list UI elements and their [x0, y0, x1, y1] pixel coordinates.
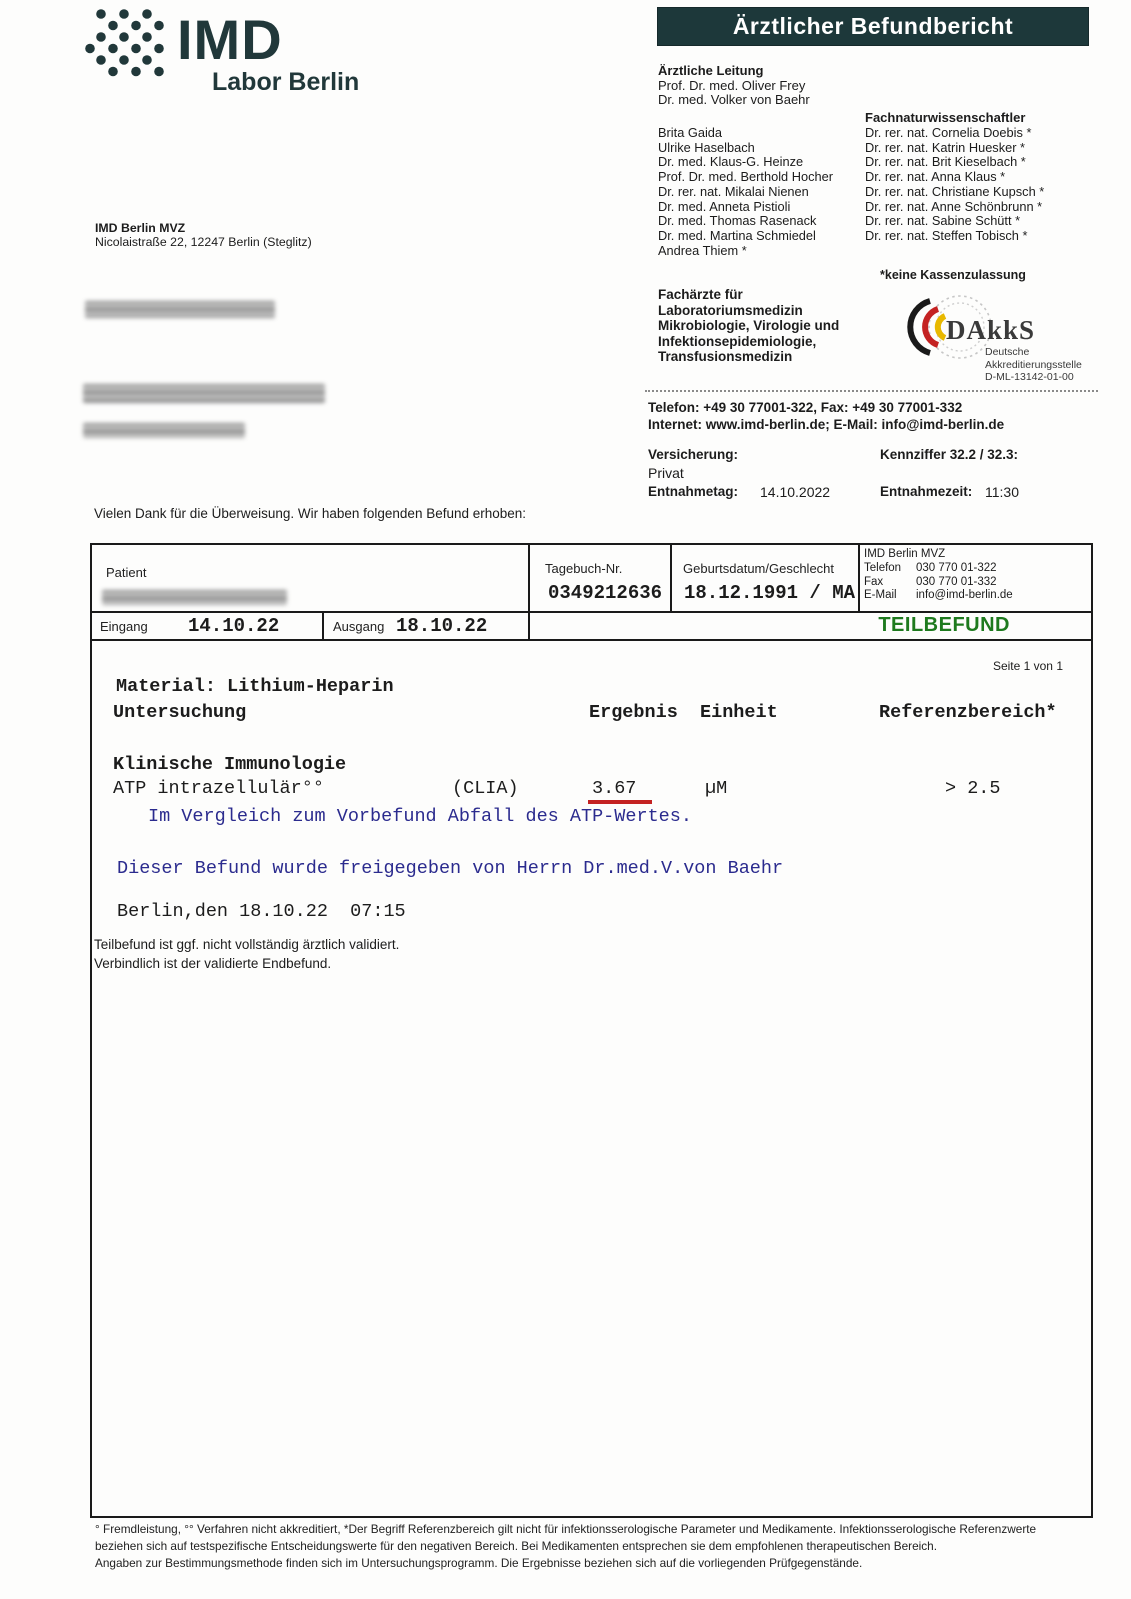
- list-item: Dr. rer. nat. Anne Schönbrunn *: [865, 198, 1043, 214]
- page-number: Seite 1 von 1: [992, 659, 1063, 673]
- leadership-name: Prof. Dr. med. Oliver Frey: [658, 77, 806, 93]
- sampling-day-label: Entnahmetag:: [648, 484, 739, 499]
- list-item: Dr. med. Martina Schmiedel: [658, 227, 816, 243]
- redacted-recipient-line: [83, 384, 325, 403]
- list-item: Dr. med. Thomas Rasenack: [658, 213, 817, 229]
- list-item: D-ML-13142-01-00: [985, 371, 1074, 383]
- material-line: Material: Lithium-Heparin: [116, 676, 394, 697]
- redacted-recipient-line: [83, 423, 245, 438]
- patient-label: Patient: [106, 565, 147, 580]
- list-item: Dr. rer. nat. Brit Kieselbach *: [865, 154, 1026, 170]
- list-item: Fachärzte für: [658, 287, 743, 302]
- list-item: Dr. med. Klaus-G. Heinze: [658, 154, 804, 170]
- dakks-logo: [900, 293, 1100, 383]
- dakks-wordmark: DAkkS: [946, 315, 1036, 345]
- insurance-value: Privat: [648, 465, 684, 481]
- list-item: Dr. rer. nat. Anna Klaus *: [865, 169, 1006, 185]
- diary-number-label: Tagebuch-Nr.: [545, 561, 623, 576]
- list-item: Dr. rer. nat. Mikalai Nienen: [658, 183, 809, 199]
- analyte-reference: > 2.5: [945, 778, 1001, 799]
- leadership-name: Dr. med. Volker von Baehr: [658, 92, 810, 107]
- imd-dots-logo-icon: [82, 6, 172, 86]
- list-item: Akkreditierungsstelle: [985, 358, 1082, 371]
- lab-phone-value: 030 770 01-322: [916, 561, 997, 574]
- result-comment: Im Vergleich zum Vorbefund Abfall des ATP-Wertes.: [148, 806, 692, 827]
- analyte-unit: µM: [705, 778, 728, 799]
- footnote-block: [95, 1521, 1095, 1572]
- table-vline: [858, 543, 860, 613]
- report-banner-title: Ärztlicher Befundbericht: [732, 13, 1014, 39]
- table-vline: [528, 543, 530, 641]
- column-ergebnis: Ergebnis: [589, 702, 678, 723]
- list-item: Dr. med. Anneta Pistioli: [658, 198, 791, 214]
- logo-subtitle: Labor Berlin: [212, 68, 360, 96]
- sender-name: IMD Berlin MVZ: [95, 221, 186, 235]
- lab-email-label: E-Mail: [864, 589, 897, 602]
- staff-list-left: [658, 126, 833, 258]
- table-hline: [90, 611, 1091, 613]
- diary-number-value: 0349212636: [548, 582, 663, 604]
- list-item: beziehen sich auf testspezifische Entscheidungswerte für den negativen Bereich. Bei Medikamenten entsprechen sie dem empfohlenen therapeutischen Bereich.: [95, 1539, 938, 1553]
- specialties-block: [658, 287, 839, 365]
- result-highlight-underline: [588, 800, 652, 804]
- leadership-block: [658, 64, 810, 108]
- column-untersuchung: Untersuchung: [113, 702, 247, 723]
- place-date-line: Berlin,den 18.10.22 07:15: [117, 901, 406, 922]
- list-item: Ulrike Haselbach: [658, 139, 755, 155]
- dakks-caption: [985, 346, 1082, 384]
- lab-phone-label: Telefon: [864, 561, 902, 574]
- redacted-recipient-line: [85, 301, 275, 318]
- column-referenzbereich: Referenzbereich*: [879, 702, 1057, 723]
- report-banner: [658, 8, 1088, 45]
- list-item: Dr. rer. nat. Christiane Kupsch *: [865, 183, 1045, 199]
- birthdate-gender-label: Geburtsdatum/Geschlecht: [683, 561, 835, 576]
- list-item: Infektionsepidemiologie,: [658, 333, 817, 349]
- in-date-label: Eingang: [100, 619, 148, 634]
- insurance-label: Versicherung:: [648, 447, 739, 462]
- dotted-divider: [645, 390, 1098, 392]
- list-item: Brita Gaida: [658, 125, 723, 140]
- list-item: Dr. rer. nat. Sabine Schütt *: [865, 213, 1021, 229]
- list-item: Prof. Dr. med. Berthold Hocher: [658, 169, 833, 185]
- lab-contact-cell: [864, 548, 1013, 603]
- lab-email-value: info@imd-berlin.de: [916, 589, 1013, 602]
- logo-title: IMD: [177, 8, 283, 71]
- redacted-patient-name: [102, 590, 287, 605]
- list-item: Mikrobiologie, Virologie und: [658, 318, 840, 333]
- web-mail-line: Internet: www.imd-berlin.de; E-Mail: info@imd-berlin.de: [648, 417, 1005, 432]
- staff-list-right: [865, 126, 1044, 244]
- validation-note: Teilbefund ist ggf. nicht vollständig ärztlich validiert.: [94, 937, 400, 952]
- staff-right-heading: Fachnaturwissenschaftler: [865, 110, 1026, 125]
- sampling-day-value: 14.10.2022: [760, 484, 831, 500]
- status-badge: TEILBEFUND: [878, 614, 1010, 636]
- out-date-value: 18.10.22: [396, 615, 488, 637]
- sender-address: Nicolaistraße 22, 12247 Berlin (Steglitz): [95, 235, 312, 249]
- analyte-name: ATP intrazellulär°°: [113, 778, 324, 799]
- kennziffer-label: Kennziffer 32.2 / 32.3:: [880, 447, 1019, 462]
- list-item: Andrea Thiem *: [658, 242, 747, 258]
- sender-block: [95, 221, 312, 249]
- section-heading: Klinische Immunologie: [113, 754, 347, 775]
- list-item: Deutsche: [985, 346, 1030, 358]
- validation-note: Verbindlich ist der validierte Endbefund.: [94, 956, 332, 971]
- list-item: Dr. rer. nat. Steffen Tobisch *: [865, 227, 1028, 243]
- table-vline: [670, 543, 672, 613]
- lab-name: IMD Berlin MVZ: [864, 548, 946, 560]
- phone-fax-line: Telefon: +49 30 77001-322, Fax: +49 30 77001-332: [648, 400, 963, 415]
- birthdate-gender-value: 18.12.1991 / MA: [684, 582, 856, 604]
- table-hline: [90, 639, 1091, 641]
- table-vline: [322, 611, 324, 641]
- lab-fax-label: Fax: [864, 575, 884, 588]
- release-line: Dieser Befund wurde freigegeben von Herrn Dr.med.V.von Baehr: [117, 858, 784, 879]
- list-item: ° Fremdleistung, °° Verfahren nicht akkreditiert, *Der Begriff Referenzbereich gilt nicht für infektionsserologische Parameter und Medikamente. Infektionsserologische Referenzwerte: [95, 1522, 1037, 1536]
- list-item: Transfusionsmedizin: [658, 349, 793, 364]
- intro-line: Vielen Dank für die Überweisung. Wir haben folgenden Befund erhoben:: [94, 506, 527, 521]
- out-date-label: Ausgang: [333, 619, 385, 634]
- no-statutory-insurance-note: *keine Kassenzulassung: [880, 268, 1026, 282]
- list-item: Laboratoriumsmedizin: [658, 302, 803, 318]
- in-date-value: 14.10.22: [188, 615, 280, 637]
- sampling-time-label: Entnahmezeit:: [880, 484, 973, 499]
- list-item: Dr. rer. nat. Katrin Huesker *: [865, 139, 1026, 155]
- lab-fax-value: 030 770 01-332: [916, 575, 997, 588]
- column-einheit: Einheit: [700, 702, 778, 723]
- list-item: Angaben zur Bestimmungsmethode finden sich im Untersuchungsprogramm. Die Ergebnisse beziehen sich auf die vorliegenden Prüfgegenstände.: [95, 1556, 863, 1570]
- sampling-time-value: 11:30: [985, 484, 1019, 500]
- analyte-value: 3.67: [592, 778, 637, 799]
- analyte-method: (CLIA): [452, 778, 519, 799]
- list-item: Dr. rer. nat. Cornelia Doebis *: [865, 125, 1032, 140]
- leadership-heading: Ärztliche Leitung: [658, 63, 764, 78]
